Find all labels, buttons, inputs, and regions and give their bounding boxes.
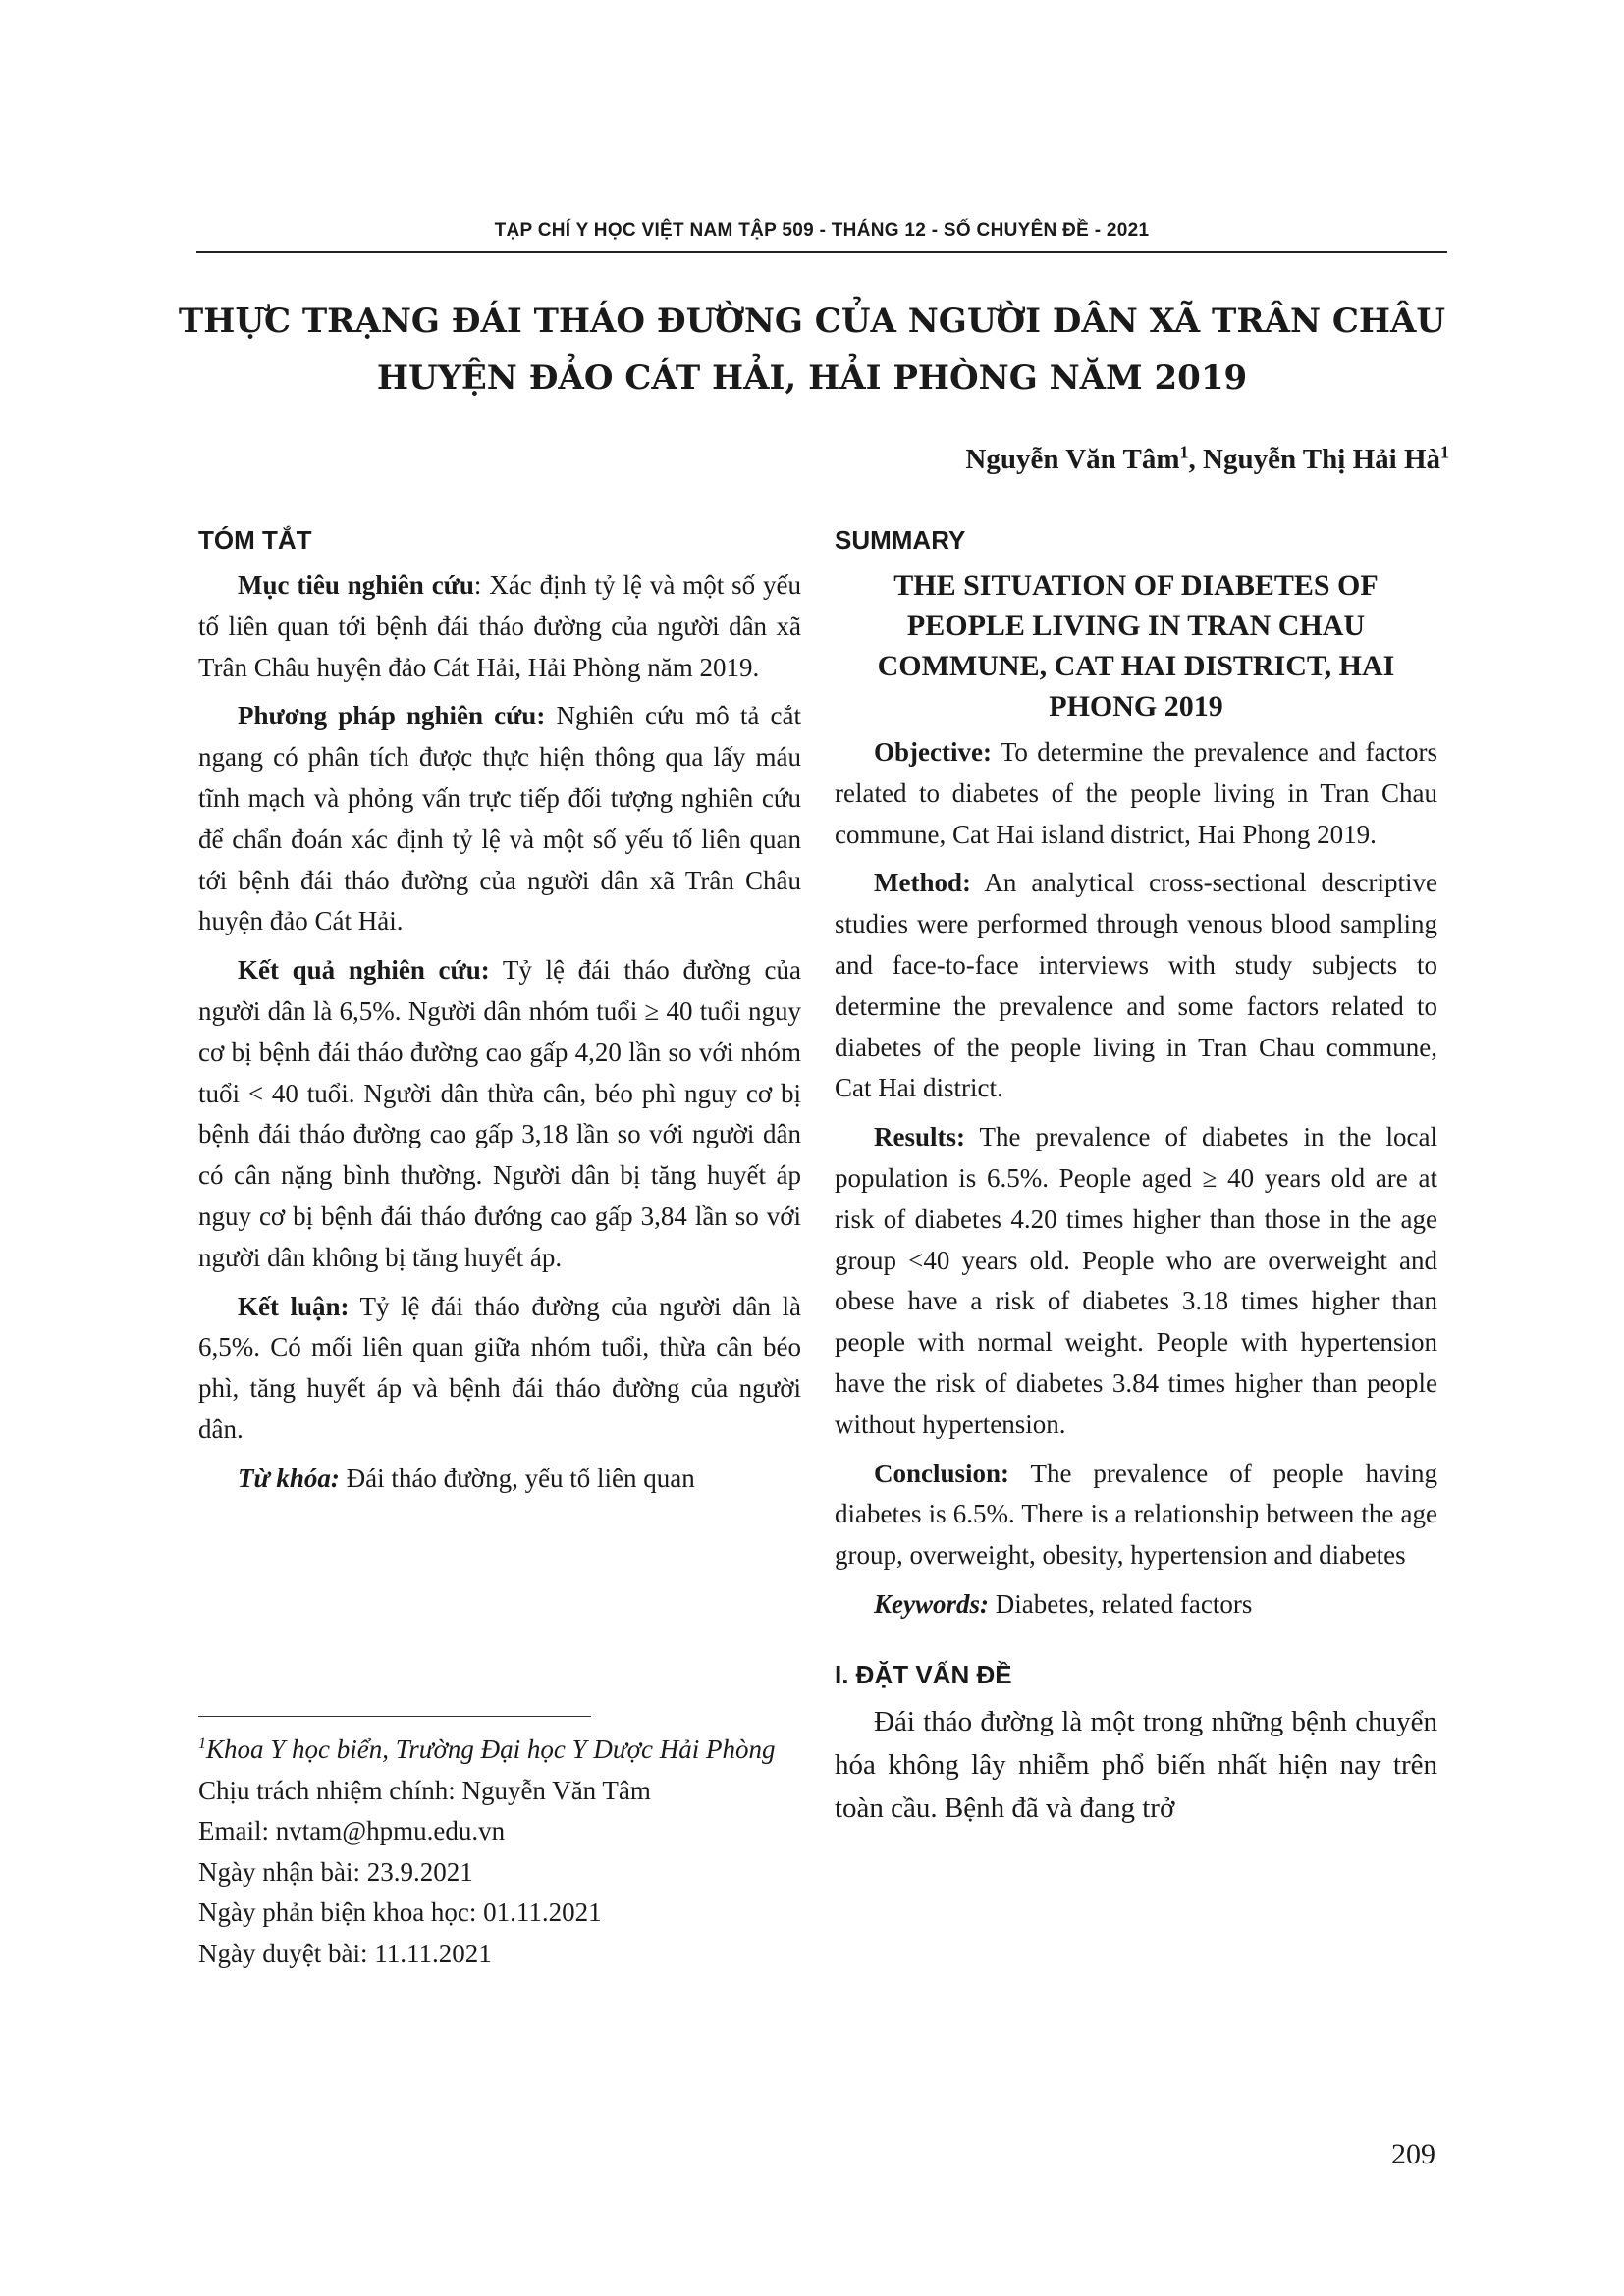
footnotes xyxy=(198,1730,801,1974)
results-text: Tỷ lệ đái tháo đường của người dân là 6,5%. Người dân nhóm tuổi ≥ 40 tuổi nguy cơ bị bệnh đái tháo đường cao gấp 4,20 lần so với nhóm tuổi < 40 tuổi. Người dân thừa cân, béo phì nguy cơ bị bệnh đái tháo đường cao gấp 3,18 lần so với người dân có cân nặng bình thường. Người dân bị tăng huyết áp nguy cơ bị bệnh đái tháo đướng cao gấp 3,84 lần so với người dân không bị tăng huyết áp. xyxy=(198,955,801,1272)
conclusion-text: The prevalence of people having diabetes is 6.5%. There is a relationship between the age group, overweight, obesity, hypertension and diabetes xyxy=(835,1458,1437,1571)
title-line-2: HUYỆN ĐẢO CÁT HẢI, HẢI PHÒNG NĂM 2019 xyxy=(376,358,1248,398)
conclusion-label: Conclusion: xyxy=(874,1458,1010,1488)
objective-text: To determine the prevalence and factors related to diabetes of the people living in Tran Chau commune, Cat Hai island district, Hai Phong 2019. xyxy=(835,737,1437,849)
keywords-label: Keywords: xyxy=(874,1588,989,1619)
abstract-objective xyxy=(198,565,801,688)
summary-method xyxy=(835,863,1437,1109)
footnote-email: Email: nvtam@hpmu.edu.vn xyxy=(198,1816,506,1845)
conclusion-label: Kết luận: xyxy=(238,1291,350,1321)
summary-objective xyxy=(835,732,1437,855)
footnote-rule xyxy=(198,1716,591,1717)
author-1-affiliation: 1 xyxy=(1179,442,1189,462)
author-2-affiliation: 1 xyxy=(1440,442,1449,462)
author-2: Nguyễn Thị Hải Hà xyxy=(1203,444,1440,475)
method-text: Nghiên cứu mô tả cắt ngang có phân tích được thực hiện thông qua lấy máu tĩnh mạch và phỏng vấn trực tiếp đối tượng nghiên cứu để chẩn đoán xác định tỷ lệ và một số yếu tố liên quan tới bệnh đái tháo đường của người dân xã Trân Châu huyện đảo Cát Hải. xyxy=(198,701,801,936)
author-list xyxy=(965,444,1449,476)
section-heading: I. ĐẶT VẤN ĐỀ xyxy=(835,1659,1012,1689)
keywords-label: Từ khóa: xyxy=(238,1463,340,1493)
keywords-text: Đái tháo đường, yếu tố liên quan xyxy=(339,1463,695,1493)
summary-conclusion xyxy=(835,1454,1437,1576)
results-label: Kết quả nghiên cứu: xyxy=(238,955,490,986)
page-number: 209 xyxy=(1391,2138,1435,2170)
objective-label: Mục tiêu nghiên cứu xyxy=(238,570,474,600)
summary-keywords xyxy=(835,1584,1437,1626)
conclusion-text: Tỷ lệ đái tháo đường của người dân là 6,5%. Có mối liên quan giữa nhóm tuổi, thừa cân béo phì, tăng huyết áp và bệnh đái tháo đường của người dân. xyxy=(198,1291,801,1444)
results-label: Results: xyxy=(874,1122,965,1152)
author-1: Nguyễn Văn Tâm xyxy=(965,444,1180,475)
method-label: Method: xyxy=(874,868,971,898)
abstract-conclusion xyxy=(198,1287,801,1451)
method-text: An analytical cross-sectional descriptive studies were performed through venous blood sampling and face-to-face interviews with study subjects to determine the prevalence and some factors related to diabetes of the people living in Tran Chau commune, Cat Hai district. xyxy=(835,868,1437,1103)
objective-label: Objective: xyxy=(874,737,992,767)
article-title xyxy=(147,293,1477,406)
abstract-keywords xyxy=(198,1459,801,1500)
summary-heading: SUMMARY xyxy=(835,525,966,555)
summary-title: THE SITUATION OF DIABETES OF PEOPLE LIVING IN TRAN CHAU COMMUNE, CAT HAI DISTRICT, HAI PHONG 2019 xyxy=(877,569,1395,722)
abstract-vietnamese xyxy=(198,520,801,1508)
section-paragraph: Đái tháo đường là một trong những bệnh chuyển hóa không lây nhiễm phổ biến nhất hiện nay trên toàn cầu. Bệnh đã và đang trở xyxy=(835,1705,1437,1824)
abstract-heading: TÓM TẮT xyxy=(198,525,312,555)
title-line-1: THỰC TRẠNG ĐÁI THÁO ĐƯỜNG CỦA NGƯỜI DÂN XÃ TRÂN CHÂU xyxy=(178,301,1446,341)
abstract-results xyxy=(198,950,801,1278)
section-introduction xyxy=(835,1655,1437,1830)
summary-english xyxy=(835,520,1437,1838)
footnote-received: Ngày nhận bài: 23.9.2021 xyxy=(198,1856,473,1887)
footnote-approved: Ngày duyệt bài: 11.11.2021 xyxy=(198,1938,492,1968)
summary-results xyxy=(835,1117,1437,1445)
header-rule xyxy=(196,251,1447,253)
footnote-reviewed: Ngày phản biện khoa học: 01.11.2021 xyxy=(198,1897,602,1927)
abstract-method xyxy=(198,696,801,942)
footnote-affiliation xyxy=(198,1730,801,1771)
author-separator: , xyxy=(1188,444,1203,475)
method-label: Phương pháp nghiên cứu: xyxy=(238,701,546,731)
footnote-responsible: Chịu trách nhiệm chính: Nguyễn Văn Tâm xyxy=(198,1775,651,1805)
affiliation-text: Khoa Y học biển, Trường Đại học Y Dược Hải Phòng xyxy=(206,1735,776,1764)
affiliation-marker: 1 xyxy=(198,1735,206,1752)
results-text: The prevalence of diabetes in the local population is 6.5%. People aged ≥ 40 years old are at risk of diabetes 4.20 times higher than those in the age group <40 years old. People who are overweight and obese have a risk of diabetes 3.18 times higher than people with normal weight. People with hypertension have the risk of diabetes 3.84 times higher than people without hypertension. xyxy=(835,1122,1437,1439)
objective-text: : Xác định tỷ lệ và một số yếu tố liên quan tới bệnh đái tháo đường của người dân xã Trân Châu huyện đảo Cát Hải, Hải Phòng năm 2019. xyxy=(198,570,801,682)
journal-header: TẠP CHÍ Y HỌC VIỆT NAM TẬP 509 - THÁNG 12 - SỐ CHUYÊN ĐỀ - 2021 xyxy=(494,220,1150,240)
keywords-text: Diabetes, related factors xyxy=(989,1588,1253,1619)
